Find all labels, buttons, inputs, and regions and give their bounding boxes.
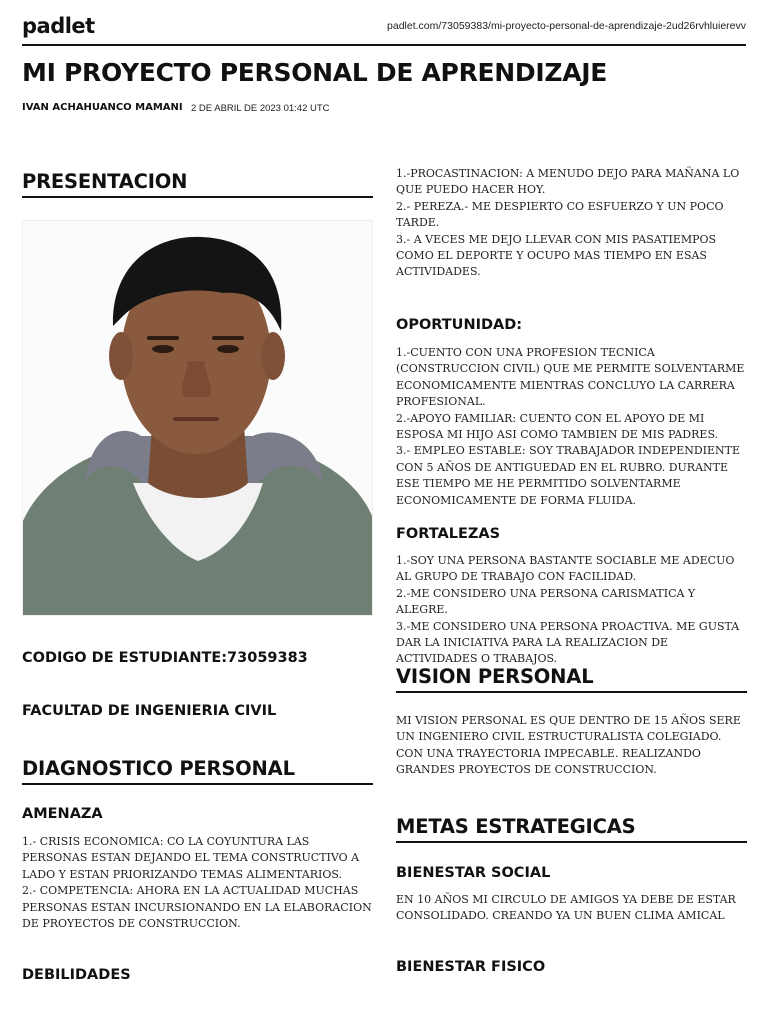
oportunidad-title: OPORTUNIDAD: [396,317,523,333]
section-vision-title: VISION PERSONAL [396,665,594,688]
top-bar [22,12,746,44]
fortalezas-text: 1.-SOY UNA PERSONA BASTANTE SOCIABLE ME ADECUO AL GRUPO DE TRABAJO CON FACILIDAD. 2.-ME CONSIDERO UNA PERSONA CARISMATICA Y ALEGRE. 3.-ME CONSIDERO UNA PERSONA PROACTIVA. ME GUSTA DAR LA INICIATIVA PARA LA REALIZACION DE ACTIVIDADES O TRABAJOS. [396,554,740,666]
bienestar-social-text: EN 10 AÑOS MI CIRCULO DE AMIGOS YA DEBE DE ESTAR CONSOLIDADO. CREANDO YA UN BUEN CLIMA AMICAL [396,893,736,923]
student-photo[interactable] [22,220,373,616]
section-diagnostico-title: DIAGNOSTICO PERSONAL [22,757,295,780]
section-divider [22,196,373,198]
page-title: MI PROYECTO PERSONAL DE APRENDIZAJE [22,58,608,87]
page-url[interactable]: padlet.com/73059383/mi-proyecto-personal-de-aprendizaje-2ud26rvhluierevv [387,20,746,32]
bienestar-fisico-title: BIENESTAR FISICO [396,959,546,975]
debilidades-text: 1.-PROCASTINACION: A MENUDO DEJO PARA MAÑANA LO QUE PUEDO HACER HOY. 2.- PEREZA.- ME DESPIERTO CO ESFUERZO Y UN POCO TARDE. 3.- A VECES ME DEJO LLEVAR CON MIS PASATIEMPOS COMO EL DEPORTE Y OCUPO MAS TIEMPO EN ESAS ACTIVIDADES. [396,167,740,279]
author-name: IVAN ACHAHUANCO MAMANI [22,102,183,113]
student-code: CODIGO DE ESTUDIANTE:73059383 [22,650,308,666]
bienestar-social-title: BIENESTAR SOCIAL [396,865,551,881]
section-divider [396,691,747,693]
section-presentacion-title: PRESENTACION [22,170,188,193]
section-divider [22,783,373,785]
padlet-logo[interactable]: padlet [22,14,95,38]
header-divider [22,44,746,46]
faculty-name: FACULTAD DE INGENIERIA CIVIL [22,703,277,719]
debilidades-title: DEBILIDADES [22,967,131,983]
amenaza-text: 1.- CRISIS ECONOMICA: CO LA COYUNTURA LAS PERSONAS ESTAN DEJANDO EL TEMA CONSTRUCTIVO A LADO Y ESTAN PRIORIZANDO TEMAS ALIMENTARIOS. 2.- COMPETENCIA: AHORA EN LA ACTUALIDAD MUCHAS PERSONAS ESTAN INCURSIONANDO EN LA ELABORACION DE PROYECTOS DE CONSTRUCCION. [22,835,372,931]
post-date: 2 DE ABRIL DE 2023 01:42 UTC [191,103,330,114]
amenaza-title: AMENAZA [22,806,103,822]
fortalezas-title: FORTALEZAS [396,526,501,542]
oportunidad-text: 1.-CUENTO CON UNA PROFESION TECNICA (CONSTRUCCION CIVIL) QUE ME PERMITE SOLVENTARME ECONOMICAMENTE MIENTRAS CONCLUYO LA CARRERA PROFESIONAL. 2.-APOYO FAMILIAR: CUENTO CON EL APOYO DE MI ESPOSA MI HIJO ASI COMO TAMBIEN DE MIS PADRES. 3.- EMPLEO ESTABLE: SOY TRABAJADOR INDEPENDIENTE CON 5 AÑOS DE ANTIGUEDAD EN EL RUBRO. DURANTE ESE TIEMPO ME HE PERMITIDO SOLVENTARME ECONOMICAMENTE DE FORMA FLUIDA. [396,346,745,507]
section-metas-title: METAS ESTRATEGICAS [396,815,636,838]
vision-text: MI VISION PERSONAL ES QUE DENTRO DE 15 AÑOS SERE UN INGENIERO CIVIL ESTRUCTURALISTA COLEGIADO. CON UNA TRAYECTORIA IMPECABLE. REALIZANDO GRANDES PROYECTOS DE CONSTRUCCION. [396,714,741,777]
portrait-image [23,221,373,616]
section-divider [396,841,747,843]
